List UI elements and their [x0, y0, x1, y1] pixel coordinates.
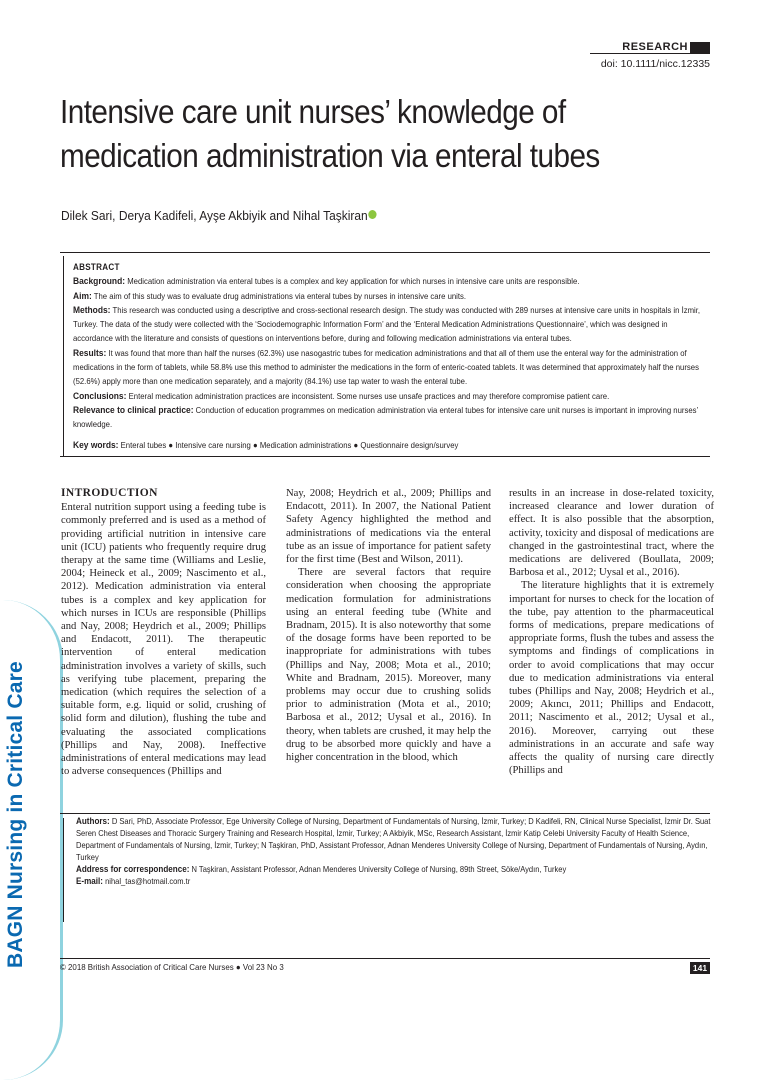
copyright: © 2018 British Association of Critical Care Nurses ● Vol 23 No 3 — [60, 962, 284, 972]
body-paragraph: There are several factors that require consideration when choosing the appropriate medication formulation for administrations using an enteral feeding tube (White and Bradnam, 2015). It is also noteworthy that some of the dosage forms have been reported to be inappropriate for administrations with tubes (Phillips and Nay, 2008; Mota et al., 2010; White and Bradnam, 2015). Moreover, many problems may occur due to crushing solids prior to administration (Mota et al., 2010; Barbosa et al., 2012; Uysal et al., 2016). In theory, when tablets are crushed, it may help the drug to be absorbed more quickly and have a higher concentration in the blood, which — [286, 567, 491, 764]
abstract — [73, 260, 708, 452]
body-paragraph: The literature highlights that it is extremely important for nurses to check for the location of the tube, pay attention to the pharmaceutical forms of medications, prepare medications of appropriate forms, flush the tubes and assess the symptoms and findings of complications in order to avoid complications that may occur due to medication administrations via enteral tubes (Phillips and Nay, 2008; Heydrich et al., 2009; Akıncı, 2011; Phillips and Endacott, 2011; Nascimento et al., 2012; Uysal et al., 2016). Moreover, carrying out these administrations in an accurate and safe way affects the quality of nursing care directly (Phillips and — [509, 580, 714, 777]
footnote-address: Address for correspondence: N Taşkiran, Assistant Professor, Adnan Menderes University College of Nursing, 89th Street, Söke/Aydın, Turkey — [76, 864, 567, 874]
abstract-conclusions: Conclusions: Enteral medication administration practices are inconsistent. Some nurses use unsafe practices and may therefore compromise patient care. — [73, 389, 610, 401]
author-footnotes — [76, 815, 715, 887]
section-label: RESEARCH — [622, 41, 688, 53]
keywords-rule — [60, 456, 710, 457]
footnote-authors: Authors: D Sari, PhD, Associate Professor, Ege University College of Nursing, Department of Fundamentals of Nursing, İzmir, Turkey; D Kadifeli, RN, Clinical Nurse Specialist, İzmir Dr. Suat Seren Chest Diseases and Thoracic Surgery Training and Research Hospital, İzmir, Turkey; A Akbiyik, MSc, Research Assistant, İzmir Katip Celebi University Faculty of Health Science, Department of Fundamentals of Nursing, İzmir, Turkey; N Taşkiran, PhD, Assistant Professor, Adnan Menderes University College of Nursing, Department of Fundamentals of Nursing, Aydın, Turkey — [76, 816, 711, 862]
abstract-results: Results: It was found that more than half the nurses (62.3%) use nasogastric tubes for medication administrations and that all of them use the enteral way for the administration of medications in the form of tablets, while 58.8% use this method to administer the medications in the form of enteric-coated tablets. It was determined that approximately half the nurses (52.6%) apply more than one medication separately, and a majority (84.1%) use tap water to wash the enteral tube. — [73, 346, 699, 387]
email-link[interactable]: nihal_tas@hotmail.com.tr — [105, 876, 191, 886]
orcid-icon[interactable] — [369, 210, 377, 219]
doi[interactable]: doi: 10.1111/nicc.12335 — [600, 58, 710, 70]
abstract-background: Background: Medication administration via enteral tubes is a complex and key application for which nurses in intensive care units are responsible. — [73, 275, 580, 287]
title-rule — [60, 252, 710, 253]
header-rule — [590, 53, 710, 54]
abstract-heading: ABSTRACT — [73, 262, 120, 272]
keywords: Key words: Enteral tubes ● Intensive care nursing ● Medication administrations ● Questionnaire design/survey — [73, 438, 459, 450]
page-number: 141 — [690, 962, 710, 974]
footnote-email: E-mail: nihal_tas@hotmail.com.tr — [76, 876, 191, 886]
body-column-3 — [509, 487, 714, 777]
section-tab — [690, 42, 710, 53]
abstract-relevance: Relevance to clinical practice: Conduction of education programmes on medication administration via enteral tubes for intensive care unit nurses is important in improving nurses’ knowledge. — [73, 403, 698, 430]
introduction-heading: INTRODUCTION — [61, 487, 158, 499]
body-paragraph: Nay, 2008; Heydrich et al., 2009; Phillips and Endacott, 2011). In 2007, the National Patient Safety Agency highlighted the method and administrations of medications via the enteral tube as an issue of importance for patient safety for the first time (Best and Wilson, 2011). — [286, 488, 491, 566]
body-paragraph: results in an increase in dose-related toxicity, increased clearance and lower duration of effect. It is also possible that the absorption, activity, toxicity and disposal of medications are changed in the gastrointestinal tract, where the medications are delivered (Boullata, 2009; Barbosa et al., 2012; Uysal et al., 2016). — [509, 488, 714, 579]
abstract-methods: Methods: This research was conducted using a descriptive and cross-sectional research design. The study was conducted with 289 nurses at intensive care units in hospitals in İzmir, Turkey. The data of the study were collected with the ‘Sociodemographic Information Form’ and the ‘Enteral Medication Administrations Questionnaire’, which was designed in accordance with the literature and consists of questions on interventions before, during and following medication administrations via enteral tubes. — [73, 303, 701, 344]
body-column-2 — [286, 487, 491, 764]
article-title: Intensive care unit nurses’ knowledge of medication administration via enteral tubes — [60, 93, 600, 174]
body-column-1 — [61, 487, 266, 778]
footer-rule — [60, 958, 710, 959]
footnote-rule — [60, 813, 710, 814]
footnote-left-rule — [63, 818, 64, 922]
abstract-left-rule — [63, 256, 64, 456]
abstract-aim: Aim: The aim of this study was to evaluate drug administrations via enteral tubes by nurses in intensive care units. — [73, 289, 467, 301]
journal-logo: BAGN Nursing in Critical Care — [4, 661, 27, 968]
body-paragraph: Enteral nutrition support using a feeding tube is commonly preferred and is used as a method of providing artificial nutrition in intensive care unit (ICU) patients who frequently require drug therapy at the same time (Williams and Leslie, 2004; Heineck et al., 2009; Nascimento et al., 2012). Medication administration via enteral tubes is a complex and key application for which nurses in ICUs are responsible (Phillips and Nay, 2008; Heydrich et al., 2009; Phillips and Endacott, 2011). The therapeutic intervention of enteral medication administration involves a variety of skills, such as verifying tube placement, preparing the medication (which requires the selection of a suitable form, e.g. liquid or solid, crushing of solid form and dilution), flushing the tube and evaluating the associated complications (Phillips and Nay, 2008). Ineffective administrations of enteral medications may lead to adverse consequences (Phillips and — [61, 502, 266, 778]
author-list: Dilek Sari, Derya Kadifeli, Ayşe Akbiyik and Nihal Taşkiran — [61, 208, 377, 223]
